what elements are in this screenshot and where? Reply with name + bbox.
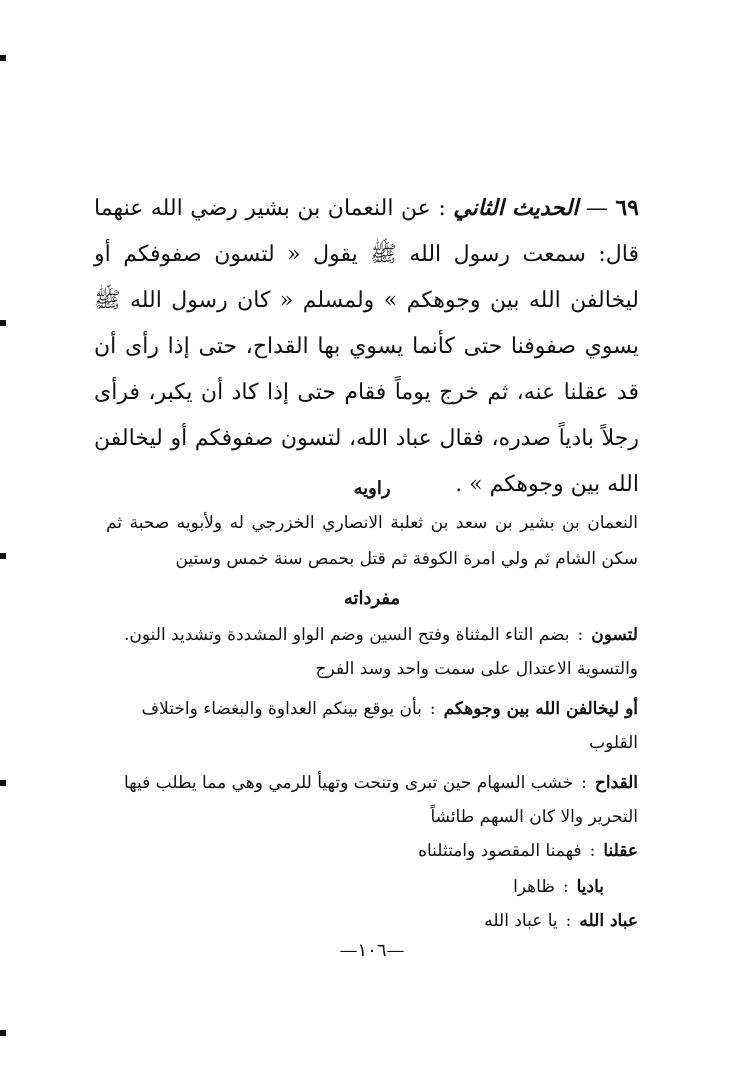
vocabulary-heading: مفرداته: [343, 588, 401, 609]
vocab-term: أو ليخالفن الله بين وجوهكم: [443, 699, 638, 719]
vocab-term: عقلنا: [603, 841, 638, 861]
vocab-entry: باديا:ظاهرا: [513, 877, 604, 897]
vocab-term: باديا: [576, 877, 604, 897]
vocab-entry: القداح:خشب السهام حين تبرى وتنحت وتهيأ للرمي وهي مما يطلب فيها التحرير والا كان السهم طائشاً: [123, 773, 638, 827]
vocab-definition: يا عباد الله: [484, 911, 558, 931]
vocab-definition: بأن يوقع بينكم العداوة والبغضاء واختلاف القلوب: [141, 699, 638, 753]
narrator-text: النعمان بن بشير بن سعد بن ثعلبة الانصاري الخزرجي له ولأبويه صحبة ثم سكن الشام ثم ولي امرة الكوفة ثم قتل بحمص سنة خمس وستين: [106, 513, 638, 569]
vocab-definition: خشب السهام حين تبرى وتنحت وتهيأ للرمي وهي مما يطلب فيها التحرير والا كان السهم طائشاً: [123, 773, 638, 827]
vocab-entry: عباد الله:يا عباد الله: [484, 911, 638, 931]
scan-edge-mark: [0, 320, 6, 326]
vocab-definition: بضم التاء المثناة وفتح السين وضم الواو المشددة وتشديد النون. والتسوية الاعتدال على سمت واحد وسد الفرج: [123, 625, 638, 679]
scan-edge-mark: [0, 1030, 6, 1036]
vocab-term: لتسون: [591, 625, 638, 645]
hadith-label: الحديث الثاني: [453, 195, 579, 221]
vocab-term: عباد الله: [579, 911, 638, 931]
scan-edge-mark: [0, 553, 6, 559]
vocab-entry: أو ليخالفن الله بين وجوهكم:بأن يوقع بينكم العداوة والبغضاء واختلاف القلوب: [141, 699, 638, 753]
hadith-number: ٦٩: [615, 195, 639, 221]
vocab-definition: ظاهرا: [513, 877, 555, 897]
scan-edge-mark: [0, 55, 6, 61]
hadith-paragraph: ٦٩ — الحديث الثاني : عن النعمان بن بشير رضي الله عنهما قال: سمعت رسول الله ﷺ يقول « لتسون صفوفكم أو ليخالفن الله بين وجوهكم » ولمسلم « كان رسول الله ﷺ يسوي صفوفنا حتى كأنما يسوي بها القداح، حتى إذا رأى أن قد عقلنا عنه، ثم خرج يوماً فقام حتى إذا كاد أن يكبر، فرأى رجلاً بادياً صدره، فقال عباد الله، لتسون صفوفكم أو ليخالفن الله بين وجوهكم » .: [94, 195, 640, 497]
hadith-text: عن النعمان بن بشير رضي الله عنهما قال: سمعت رسول الله ﷺ يقول « لتسون صفوفكم أو ليخالفن الله بين وجوهكم » ولمسلم « كان رسول الله ﷺ يسوي صفوفنا حتى كأنما يسوي بها القداح، حتى إذا رأى أن قد عقلنا عنه، ثم خرج يوماً فقام حتى إذا كاد أن يكبر، فرأى رجلاً بادياً صدره، فقال عباد الله، لتسون صفوفكم أو ليخالفن الله بين وجوهكم » .: [94, 196, 640, 497]
page-number: —١٠٦—: [339, 940, 405, 961]
vocab-term: القداح: [594, 773, 638, 793]
vocab-entry: لتسون:بضم التاء المثناة وفتح السين وضم الواو المشددة وتشديد النون. والتسوية الاعتدال على سمت واحد وسد الفرج: [123, 625, 638, 679]
narrator-heading: راويه: [353, 478, 391, 499]
vocab-definition: فهمنا المقصود وامتثلناه: [418, 841, 582, 861]
vocab-entry: عقلنا:فهمنا المقصود وامتثلناه: [418, 841, 638, 861]
scan-edge-mark: [0, 780, 6, 786]
